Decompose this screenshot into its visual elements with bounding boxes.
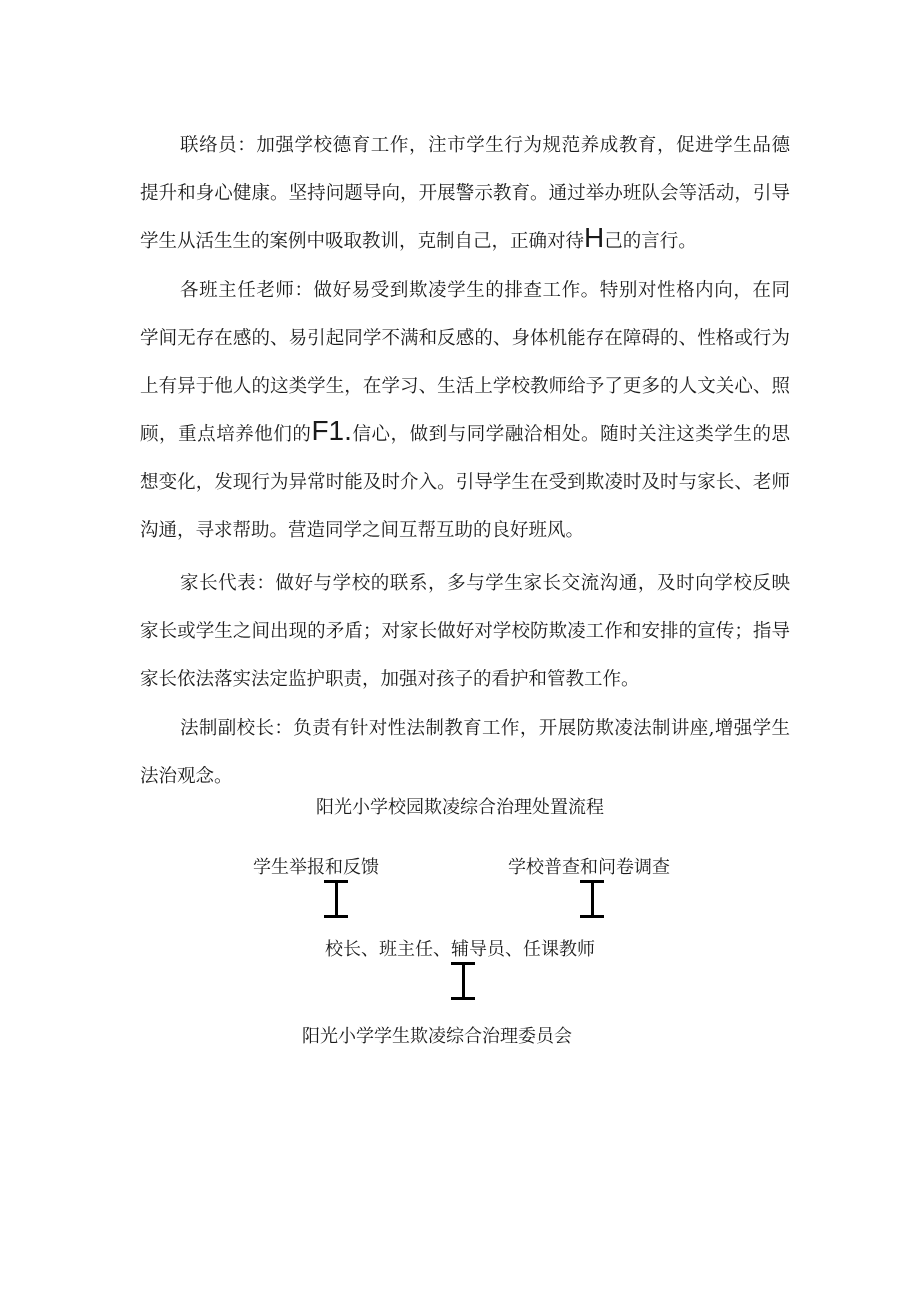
paragraph-legal-vice-principal: 法制副校长：负责有针对性法制教育工作，开展防欺凌法制讲座,增强学生法治观念。: [140, 718, 790, 787]
flow-node-school-survey: 学校普查和问卷调查: [508, 857, 670, 878]
paragraph-head-teachers-tail: 信心，做到与同学融洽相处。随时关注这类学生的思想变化，发现行为异常时能及时介入。引导学生在受到欺凌时及时与家长、老师沟通，寻求帮助。营造同学之间互帮互助的良好班风。: [140, 424, 790, 541]
paragraph-head-teachers-glyph: F1.: [311, 415, 352, 446]
paragraph-liaison-text: 联络员：加强学校德育工作，注市学生行为规范养成教育，促进学生品德提升和身心健康。坚持问题导向，开展警示教育。通过举办班队会等活动，引导学生从活生生的案例中吸取教训，克制自己，正确对待: [140, 135, 790, 252]
connector-right-icon: [580, 880, 604, 918]
paragraph-head-teachers: [140, 267, 790, 555]
flow-node-committee: 阳光小学学生欺凌综合治理委员会: [302, 1026, 572, 1047]
connector-left-icon: [324, 880, 348, 918]
paragraph-parent-representative: 家长代表：做好与学校的联系，多与学生家长交流沟通，及时向学校反映家长或学生之间出现的矛盾；对家长做好对学校防欺凌工作和安排的宣传；指导家长依法落实法定监护职责，加强对孩子的看护和管教工作。: [140, 573, 790, 690]
paragraph-liaison-glyph: H: [584, 222, 605, 253]
flow-node-student-report: 学生举报和反馈: [253, 857, 379, 878]
paragraph-head-teachers-text: 各班主任老师：做好易受到欺凌学生的排查工作。特别对性格内向，在同学间无存在感的、易引起同学不满和反感的、身体机能存在障碍的、性格或行为上有异于他人的这类学生，在学习、生活上学校教师给予了更多的人文关心、照顾，重点培养他们的: [140, 280, 790, 445]
paragraph-liaison-tail: 己的言行。: [604, 231, 697, 252]
connector-middle-icon: [451, 962, 475, 1000]
flowchart-title: 阳光小学校园欺凌综合治理处置流程: [316, 797, 604, 818]
paragraph-liaison: [140, 122, 790, 266]
flow-node-staff: 校长、班主任、辅导员、任课教师: [325, 939, 595, 960]
